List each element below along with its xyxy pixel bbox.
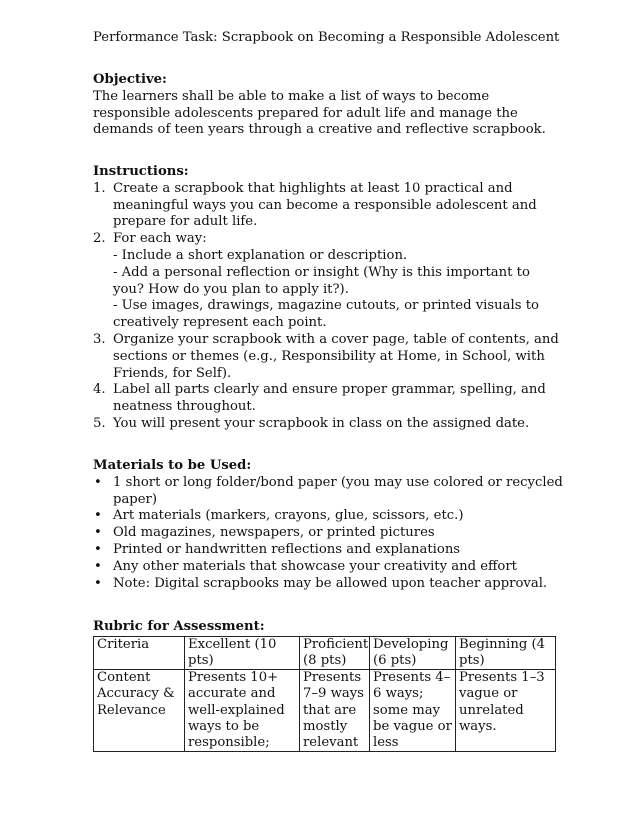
materials-item-text: 1 short or long folder/bond paper (you may use colored or recycled paper): [113, 474, 563, 507]
materials-item-text: Any other materials that showcase your creativity and effort: [113, 558, 517, 574]
instruction-text: Organize your scrapbook with a cover page, table of contents, and sections or themes (e.g., Responsibility at Home, in School, with Friends, for Self).: [113, 331, 559, 381]
materials-section: [93, 458, 563, 592]
rubric-cell: Content Accuracy & Relevance: [94, 670, 185, 752]
instruction-item: [93, 231, 563, 332]
instruction-item: [93, 332, 563, 382]
materials-item-text: Art materials (markers, crayons, glue, scissors, etc.): [113, 508, 464, 524]
materials-item: [93, 475, 563, 509]
materials-item: [93, 525, 563, 542]
instruction-text: Label all parts clearly and ensure proper grammar, spelling, and neatness throughout.: [113, 382, 546, 415]
instruction-item: [93, 382, 563, 416]
rubric-cell: Presents 7–9 ways that are mostly relevant: [300, 670, 370, 752]
instruction-subitem: - Include a short explanation or description.: [113, 247, 408, 263]
rubric-table: [93, 636, 556, 752]
instruction-text: For each way:: [113, 231, 207, 247]
objective-heading: Objective:: [93, 72, 167, 87]
rubric-header-cell: Beginning (4 pts): [456, 636, 556, 669]
bullet-icon: •: [94, 558, 102, 574]
materials-item: [93, 559, 563, 576]
bullet-icon: •: [94, 541, 102, 557]
instruction-number: 5.: [93, 415, 106, 431]
rubric-section: [93, 619, 563, 752]
materials-item: [93, 542, 563, 559]
rubric-cell: Presents 10+ accurate and well-explained ways to be responsible;: [185, 670, 300, 752]
materials-item-text: Note: Digital scrapbooks may be allowed upon teacher approval.: [113, 575, 548, 591]
instruction-number: 2.: [93, 231, 106, 247]
rubric-header-cell: Developing (6 pts): [370, 636, 456, 669]
materials-item-text: Old magazines, newspapers, or printed pictures: [113, 525, 435, 541]
materials-item: [93, 576, 563, 593]
bullet-icon: •: [94, 474, 102, 490]
rubric-header-cell: Proficient (8 pts): [300, 636, 370, 669]
instructions-list: [93, 181, 563, 433]
rubric-cell: Presents 4–6 ways; some may be vague or less: [370, 670, 456, 752]
rubric-header-cell: Criteria: [94, 636, 185, 669]
rubric-cell: Presents 1–3 vague or unrelated ways.: [456, 670, 556, 752]
materials-list: [93, 475, 563, 593]
instruction-text: You will present your scrapbook in class on the assigned date.: [113, 415, 530, 431]
instruction-subitem: - Add a personal reflection or insight (Why is this important to you? How do you plan to apply it?).: [113, 264, 530, 297]
rubric-header-cell: Excellent (10 pts): [185, 636, 300, 669]
instruction-number: 3.: [93, 331, 106, 347]
materials-heading: Materials to be Used:: [93, 458, 252, 473]
rubric-heading: Rubric for Assessment:: [93, 619, 265, 634]
objective-text: The learners shall be able to make a list of ways to become responsible adolescents prepared for adult life and manage the demands of teen years through a creative and reflective scrapbook.: [93, 88, 546, 138]
materials-item: [93, 508, 563, 525]
bullet-icon: •: [94, 508, 102, 524]
bullet-icon: •: [94, 575, 102, 591]
materials-item-text: Printed or handwritten reflections and explanations: [113, 541, 461, 557]
table-row: [94, 670, 556, 752]
instruction-text: Create a scrapbook that highlights at least 10 practical and meaningful ways you can become a responsible adolescent and prepare for adult life.: [113, 180, 537, 230]
instructions-heading: Instructions:: [93, 164, 189, 179]
bullet-icon: •: [94, 525, 102, 541]
rubric-header-row: [94, 636, 556, 669]
instruction-number: 1.: [93, 180, 106, 196]
document-title: Performance Task: Scrapbook on Becoming a Responsible Adolescent: [93, 30, 560, 45]
instruction-item: [93, 416, 563, 433]
instruction-subitem: - Use images, drawings, magazine cutouts, or printed visuals to creatively represent each point.: [113, 298, 539, 331]
instruction-item: [93, 181, 563, 231]
objective-section: [93, 72, 563, 139]
instructions-section: [93, 164, 563, 433]
instruction-number: 4.: [93, 382, 106, 398]
